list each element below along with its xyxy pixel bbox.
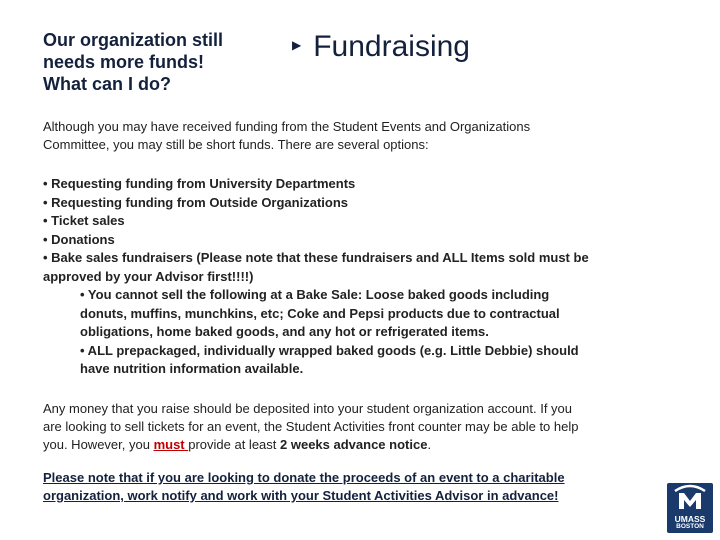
paragraph-line: Any money that you raise should be deposited into your student organization account. If you — [43, 401, 573, 416]
list-item: • Requesting funding from University Departments — [43, 176, 356, 191]
page-title-text: Fundraising — [313, 30, 470, 63]
umass-boston-logo — [667, 483, 713, 533]
side-title — [43, 29, 263, 95]
sub-list-item: • You cannot sell the following at a Bake Sale: Loose baked goods including — [80, 287, 550, 302]
triangle-bullet-icon: ▶ — [292, 38, 302, 53]
options-list — [43, 175, 673, 379]
deposit-paragraph — [43, 400, 683, 454]
list-item: • Ticket sales — [43, 213, 125, 228]
logo-word: UMASS — [674, 514, 706, 524]
paragraph-line — [43, 436, 683, 454]
list-item: • Bake sales fundraisers (Please note that these fundraisers and ALL Items sold must be — [43, 250, 589, 265]
list-item: • Requesting funding from Outside Organizations — [43, 194, 348, 210]
logo-word: BOSTON — [676, 523, 704, 530]
list-item: approved by your Advisor first!!!!) — [43, 268, 254, 284]
list-item: • Donations — [43, 231, 115, 247]
sub-list-item: obligations, home baked goods, and any hot or refrigerated items. — [80, 324, 489, 339]
sub-list-item: donuts, muffins, munchkins, etc; Coke and Pepsi products due to contractual — [80, 305, 560, 321]
side-title-line: What can I do? — [43, 74, 171, 94]
must-emphasis: must — [153, 437, 189, 452]
side-title-line: Our organization still — [43, 30, 224, 50]
intro-line: Committee, you may still be short funds. There are several options: — [43, 137, 429, 152]
paragraph-line: are looking to sell tickets for an event, the Student Activities front counter may be able to help — [43, 419, 579, 434]
note-line: Please note that if you are looking to donate the proceeds of an event to a charitable — [43, 470, 565, 485]
text-run: . — [427, 437, 432, 452]
charity-note — [43, 469, 613, 505]
sub-list-item: • ALL prepackaged, individually wrapped baked goods (e.g. Little Debbie) should — [80, 342, 579, 358]
text-run: provide at least — [188, 437, 281, 452]
sub-list-item: have nutrition information available. — [80, 361, 304, 376]
text-run: you. However, you — [43, 437, 154, 452]
note-line: organization, work notify and work with your Student Activities Advisor in advance! — [43, 488, 559, 503]
side-title-line: needs more funds! — [43, 52, 205, 72]
umass-emblem-icon — [667, 483, 713, 513]
notice-emphasis: 2 weeks advance notice — [280, 437, 428, 452]
intro-paragraph — [43, 118, 683, 154]
page-title — [292, 30, 470, 65]
intro-line: Although you may have received funding from the Student Events and Organizations — [43, 119, 531, 134]
